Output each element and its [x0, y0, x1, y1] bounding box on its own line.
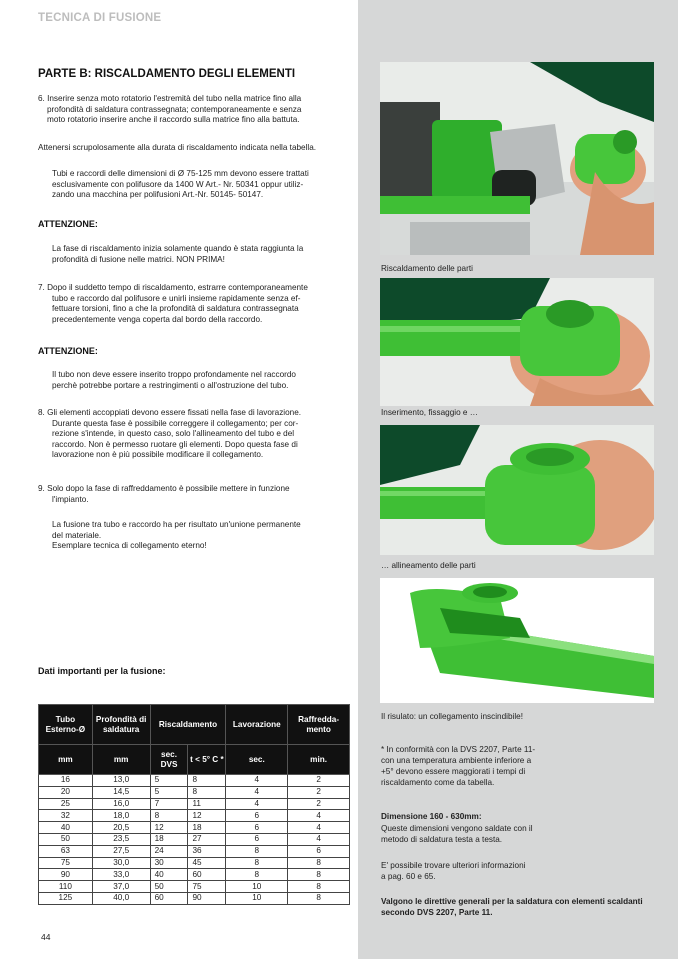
- col-header-diameter: Tubo Esterno-Ø: [39, 705, 93, 745]
- table-cell: 8: [150, 810, 188, 822]
- table-row: [39, 775, 350, 787]
- page-title: PARTE B: RISCALDAMENTO DEGLI ELEMENTI: [38, 68, 296, 80]
- table-cell: 18: [188, 822, 226, 834]
- table-cell: 20,5: [92, 822, 150, 834]
- result-text: La fusione tra tubo e raccordo ha per risultato un'unione permanente del materiale. Esemplare tecnica di collegamento eterno!: [52, 520, 301, 550]
- table-cell: 8: [288, 857, 350, 869]
- table-cell: 13,0: [92, 775, 150, 787]
- table-cell: 4: [288, 833, 350, 845]
- table-row: [39, 833, 350, 845]
- table-cell: 2: [288, 798, 350, 810]
- dimension-text: Queste dimensioni vengono saldate con il metodo di saldatura testa a testa.: [381, 824, 533, 844]
- table-cell: 12: [150, 822, 188, 834]
- unit-header: mm: [39, 745, 93, 775]
- directives-note: Valgono le direttive generali per la saldatura con elementi scaldanti secondo DVS 2207, Parte 11.: [381, 897, 643, 917]
- table-row: [39, 857, 350, 869]
- step-9: 9. Solo dopo la fase di raffreddamento è possibile mettere in funzione l'impianto.: [38, 484, 290, 504]
- table-cell: 32: [39, 810, 93, 822]
- table-cell: 5: [150, 786, 188, 798]
- table-cell: 30: [150, 857, 188, 869]
- table-row: [39, 845, 350, 857]
- table-cell: 18,0: [92, 810, 150, 822]
- col-header-cooling: Raffredda-mento: [288, 705, 350, 745]
- photo-heating: [380, 62, 654, 255]
- fusion-data-table: [38, 704, 350, 905]
- table-cell: 90: [188, 892, 226, 904]
- unit-header: sec. DVS: [150, 745, 188, 775]
- table-cell: 40,0: [92, 892, 150, 904]
- attention-text-2: Il tubo non deve essere inserito troppo profondamente nel raccordo perchè potrebbe portare a restringimenti o all'ostruzione del tubo.: [52, 370, 296, 390]
- table-cell: 10: [226, 892, 288, 904]
- table-cell: 16,0: [92, 798, 150, 810]
- table-cell: 8: [188, 786, 226, 798]
- table-cell: 18: [150, 833, 188, 845]
- table-cell: 40: [150, 869, 188, 881]
- table-cell: 2: [288, 775, 350, 787]
- table-cell: 10: [226, 881, 288, 893]
- table-row: [39, 881, 350, 893]
- photo-alignment: [380, 425, 654, 555]
- table-row: [39, 822, 350, 834]
- col-header-depth: Profondità di saldatura: [92, 705, 150, 745]
- table-cell: 63: [39, 845, 93, 857]
- caption-insertion: Inserimento, fissaggio e …: [381, 408, 478, 417]
- step-7: 7. Dopo il suddetto tempo di riscaldamento, estrarre contemporaneamente tubo e raccordo dal polifusore e unirli insieme rapidamente senza ef- fettuare torsioni, fino a che la profondità di saldatura contrassegnata precedentemente venga coperta dal bordo della raccordo.: [38, 283, 308, 324]
- table-cell: 24: [150, 845, 188, 857]
- caption-heating: Riscaldamento delle parti: [381, 264, 473, 273]
- table-cell: 60: [150, 892, 188, 904]
- table-cell: 110: [39, 881, 93, 893]
- table-cell: 4: [288, 810, 350, 822]
- unit-header: mm: [92, 745, 150, 775]
- table-cell: 60: [188, 869, 226, 881]
- table-cell: 4: [226, 775, 288, 787]
- table-row: [39, 869, 350, 881]
- table-cell: 4: [226, 786, 288, 798]
- heating-note: Attenersi scrupolosamente alla durata di riscaldamento indicata nella tabella.: [38, 143, 317, 152]
- attention-label-1: ATTENZIONE:: [38, 219, 98, 229]
- step-8: 8. Gli elementi accoppiati devono essere fissati nella fase di lavorazione. Durante questa fase è possibile correggere il collegamento; per cor- rezione s'intende, in questo caso, solo l'allineamento del tubo e del raccordo. Non è permesso ruotare gli elementi. Dopo questa fase di lavorazione non è più possibile modificare il collegamento.: [38, 408, 302, 459]
- photo-insertion: [380, 278, 654, 406]
- table-row: [39, 798, 350, 810]
- table-cell: 16: [39, 775, 93, 787]
- table-cell: 23,5: [92, 833, 150, 845]
- table-row: [39, 810, 350, 822]
- tubes-note: Tubi e raccordi delle dimensioni di Ø 75-125 mm devono essere trattati esclusivamente con polifusore da 1400 W Art.- Nr. 50341 oppur utiliz- zando una macchina per polifusioni Art.-Nr. 50145- 50147.: [52, 169, 309, 199]
- table-cell: 36: [188, 845, 226, 857]
- dvs-note: * In conformità con la DVS 2207, Parte 11- con una temperatura ambiente inferiore a +5° devono essere maggiorati i tempi di riscaldamento come da tabella.: [381, 745, 536, 787]
- table-cell: 8: [188, 775, 226, 787]
- table-cell: 2: [288, 786, 350, 798]
- attention-label-2: ATTENZIONE:: [38, 346, 98, 356]
- table-cell: 90: [39, 869, 93, 881]
- dimension-title: Dimensione 160 - 630mm:: [381, 812, 482, 821]
- table-cell: 125: [39, 892, 93, 904]
- table-cell: 8: [226, 857, 288, 869]
- table-cell: 25: [39, 798, 93, 810]
- more-info: E' possibile trovare ulteriori informazioni a pag. 60 e 65.: [381, 861, 526, 881]
- step-6: 6. Inserire senza moto rotatorio l'estremità del tubo nella matrice fino alla profondità di saldatura contrassegnata; contemporaneamente e senza moto rotatorio inserire anche il raccordo sulla matrice fino alla battuta.: [38, 94, 302, 124]
- table-cell: 27: [188, 833, 226, 845]
- table-cell: 27,5: [92, 845, 150, 857]
- table-cell: 11: [188, 798, 226, 810]
- table-cell: 75: [188, 881, 226, 893]
- table-cell: 14,5: [92, 786, 150, 798]
- photo-result: [380, 578, 654, 703]
- table-cell: 8: [226, 845, 288, 857]
- table-cell: 50: [39, 833, 93, 845]
- col-header-processing: Lavorazione: [226, 705, 288, 745]
- unit-header: min.: [288, 745, 350, 775]
- table-cell: 8: [288, 881, 350, 893]
- table-cell: 8: [288, 892, 350, 904]
- section-header: TECNICA DI FUSIONE: [38, 12, 162, 24]
- table-cell: 8: [288, 869, 350, 881]
- table-cell: 4: [226, 798, 288, 810]
- table-cell: 8: [226, 869, 288, 881]
- page-number: 44: [41, 932, 51, 942]
- table-cell: 5: [150, 775, 188, 787]
- table-cell: 6: [226, 822, 288, 834]
- col-header-heating: Riscaldamento: [150, 705, 226, 745]
- table-cell: 40: [39, 822, 93, 834]
- table-cell: 6: [226, 810, 288, 822]
- table-cell: 4: [288, 822, 350, 834]
- table-row: [39, 892, 350, 904]
- unit-header: t < 5° C *: [188, 745, 226, 775]
- table-cell: 6: [226, 833, 288, 845]
- unit-header: sec.: [226, 745, 288, 775]
- caption-alignment: … allineamento delle parti: [381, 561, 476, 570]
- table-cell: 12: [188, 810, 226, 822]
- table-cell: 50: [150, 881, 188, 893]
- table-title: Dati importanti per la fusione:: [38, 666, 166, 676]
- table-row: [39, 786, 350, 798]
- table-cell: 30,0: [92, 857, 150, 869]
- table-cell: 7: [150, 798, 188, 810]
- table-cell: 6: [288, 845, 350, 857]
- attention-text-1: La fase di riscaldamento inizia solamente quando è stata raggiunta la profondità di fusione nelle matrici. NON PRIMA!: [52, 244, 304, 264]
- caption-result: Il risulato: un collegamento inscindibile!: [381, 712, 523, 721]
- table-cell: 37,0: [92, 881, 150, 893]
- table-cell: 20: [39, 786, 93, 798]
- table-cell: 33,0: [92, 869, 150, 881]
- table-cell: 45: [188, 857, 226, 869]
- table-cell: 75: [39, 857, 93, 869]
- table-body: [39, 775, 350, 905]
